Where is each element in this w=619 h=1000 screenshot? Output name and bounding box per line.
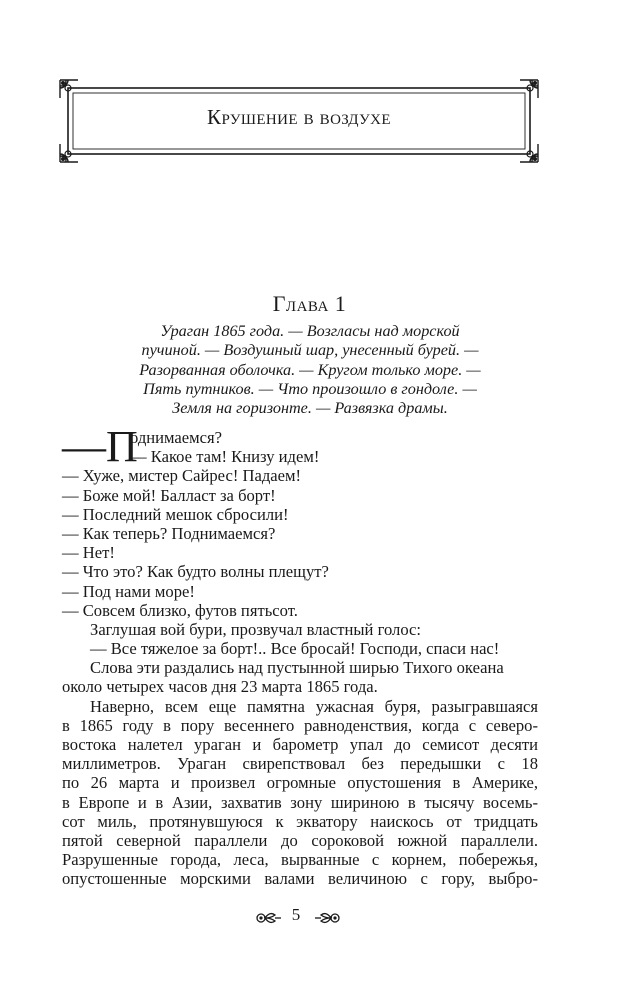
summary-line: пучиной. — Воздушный шар, унесенный бурей. — <box>141 341 479 360</box>
text-line: Слова эти раздались над пустынной ширью Тихого океана <box>90 658 504 678</box>
text-line: около четырех часов дня 23 марта 1865 года. <box>62 677 378 697</box>
summary-line: Пять путников. — Что произошло в гондоле. — <box>143 379 477 398</box>
text-line: по 26 марта и произвел огромные опустошения в Америке, <box>62 773 538 793</box>
text-line: — Какое там! Книзу идем! <box>130 447 320 467</box>
chapter-title: Глава 1 <box>272 291 347 316</box>
page-number: 5 <box>291 905 301 924</box>
text-line: Разрушенные города, леса, вырванные с корнем, побережья, <box>62 850 538 870</box>
text-line: в Европе и в Азии, захватив зону шириною в тысячу восемь- <box>62 792 538 812</box>
dropcap-block <box>62 422 538 471</box>
drop-cap: —П <box>62 422 138 471</box>
text-line: — Хуже, мистер Сайрес! Падаем! <box>62 466 302 486</box>
text-line: — Как теперь? Поднимаемся? <box>62 523 276 543</box>
text-line: — Совсем близко, футов пятьсот. <box>62 600 298 620</box>
summary-line: Земля на горизонте. — Развязка драмы. <box>172 399 448 418</box>
text-line: Наверно, всем еще памятна ужасная буря, разыгравшаяся <box>90 696 538 716</box>
text-line: в 1865 году в пору весеннего равноденствия, когда с северо- <box>62 715 538 735</box>
text-line: — Нет! <box>62 543 115 563</box>
chapter-summary <box>100 322 520 418</box>
text-line: опустошенные морскими валами величиною с гору, выбро- <box>62 869 538 889</box>
right-fleuron-icon <box>313 909 341 927</box>
text-line: сот миль, протянувшуюся к экватору наискось от тридцать <box>62 811 538 831</box>
left-fleuron-icon <box>255 909 283 927</box>
section-title: Крушение в воздухе <box>207 105 391 129</box>
text-line: — Боже мой! Балласт за борт! <box>62 485 276 505</box>
text-line: — Все тяжелое за борт!.. Все бросай! Господи, спаси нас! <box>90 639 500 659</box>
summary-line: Разорванная оболочка. — Кругом только море. — <box>139 360 481 379</box>
text-line: — Последний мешок сбросили! <box>62 504 289 524</box>
text-line: однимаемся? <box>130 428 223 447</box>
body-text <box>62 422 538 889</box>
text-line: миллиметров. Ураган свирепствовал без передышки с 18 <box>62 754 538 774</box>
text-line: Заглушая вой бури, прозвучал властный голос: <box>90 619 422 639</box>
page-footer <box>0 905 619 931</box>
summary-line: Ураган 1865 года. — Возгласы над морской <box>160 322 460 340</box>
text-line: — Что это? Как будто волны плещут? <box>62 562 329 582</box>
text-line: востока налетел ураган и барометр упал до семисот десяти <box>62 735 538 755</box>
chapter-header-frame <box>58 78 540 164</box>
text-line: — Под нами море! <box>62 581 195 601</box>
text-line: пятой северной параллели до сороковой южной параллели. <box>62 830 538 850</box>
